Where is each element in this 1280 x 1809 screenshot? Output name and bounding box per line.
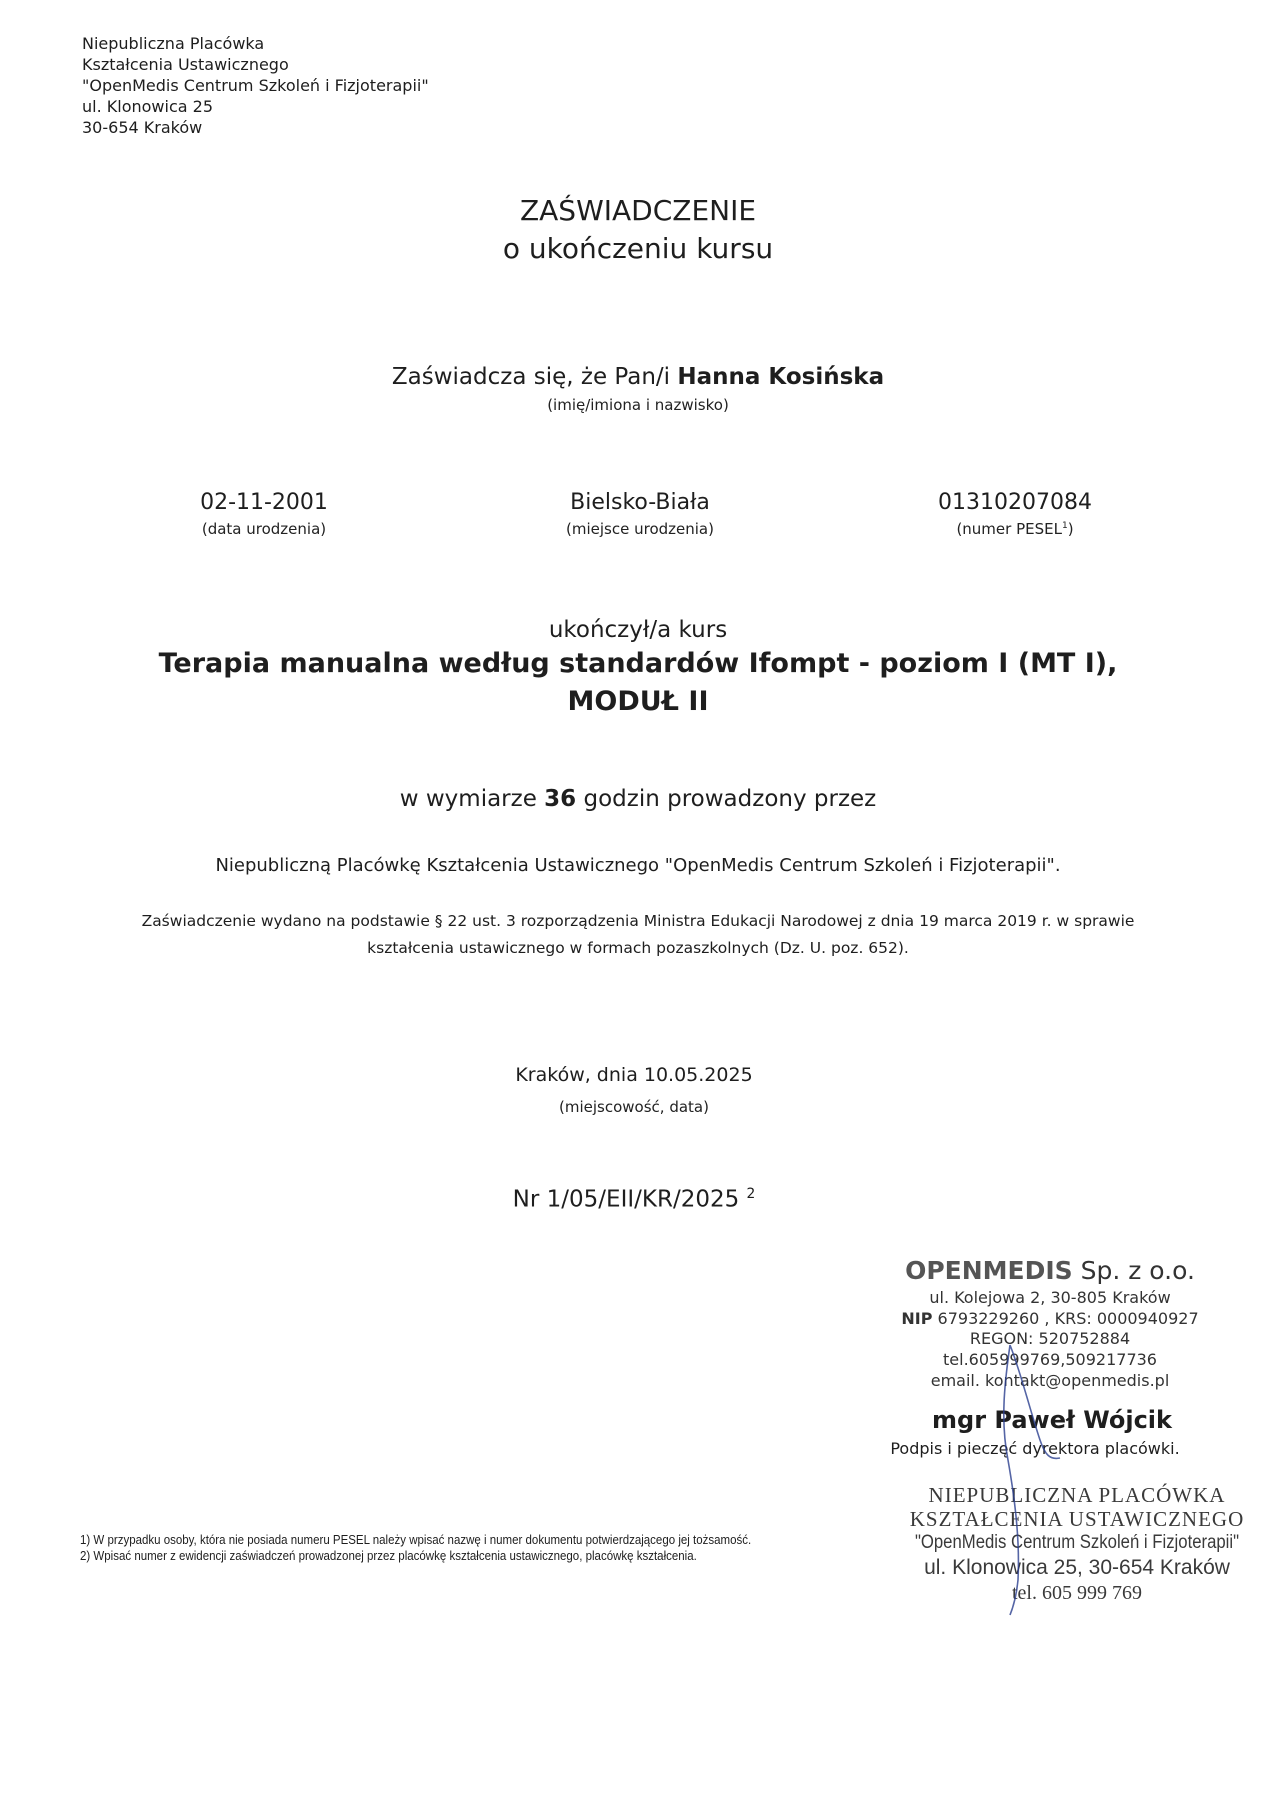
company-nip-krs	[901, 1309, 1198, 1328]
footnote-2: 2) Wpisać numer z ewidencji zaświadczeń prowadzonej przez placówkę kształcenia ustawicznego, placówkę kształcenia.	[80, 1549, 697, 1563]
handwritten-signature	[990, 1340, 1080, 1620]
person-statement	[392, 364, 884, 390]
director-name: mgr Paweł Wójcik	[932, 1406, 1172, 1434]
pesel: 01310207084	[938, 490, 1092, 515]
course-module: MODUŁ II	[567, 686, 709, 717]
company-name-bold: OPENMEDIS	[905, 1256, 1073, 1285]
course-hours	[400, 786, 877, 812]
issue-place-date-caption: (miejscowość, data)	[559, 1098, 709, 1116]
company-email: email. kontakt@openmedis.pl	[930, 1371, 1170, 1390]
course-provider: Niepubliczną Placówkę Kształcenia Ustawicznego "OpenMedis Centrum Szkoleń i Fizjoterapii".	[215, 855, 1061, 876]
course-title: Terapia manualna według standardów Ifompt - poziom I (MT I),	[158, 648, 1118, 679]
company-address: ul. Kolejowa 2, 30-805 Kraków	[929, 1288, 1171, 1307]
hours-post: godzin prowadzony przez	[576, 786, 877, 812]
issue-place-date: Kraków, dnia 10.05.2025	[515, 1064, 753, 1086]
footnote-1: 1) W przypadku osoby, która nie posiada numeru PESEL należy wpisać nazwę i numer dokumentu potwierdzającego jej tożsamość.	[80, 1533, 752, 1547]
person-name: Hanna Kosińska	[677, 364, 885, 390]
hours-pre: w wymiarze	[399, 786, 545, 812]
company-name	[905, 1256, 1195, 1285]
stamp-line: ul. Klonowica 25, 30-654 Kraków	[924, 1556, 1230, 1579]
nip-label: NIP	[901, 1309, 933, 1328]
hours-value: 36	[544, 786, 577, 812]
birth-place: Bielsko-Biała	[570, 490, 710, 515]
pesel-caption-text: (numer PESEL	[956, 520, 1062, 538]
stamp-line: KSZTAŁCENIA USTAWICZNEGO	[909, 1507, 1245, 1531]
legal-basis-line: kształcenia ustawicznego w formach pozaszkolnych (Dz. U. poz. 652).	[367, 939, 909, 957]
header-line: ul. Klonowica 25	[82, 97, 213, 116]
stamp-line: tel. 605 999 769	[1012, 1582, 1142, 1604]
company-name-rest: Sp. z o.o.	[1072, 1256, 1195, 1285]
birth-place-caption: (miejsce urodzenia)	[566, 520, 714, 538]
stamp-line: NIEPUBLICZNA PLACÓWKA	[928, 1483, 1226, 1507]
pesel-caption-end: )	[1067, 520, 1074, 538]
person-caption: (imię/imiona i nazwisko)	[547, 396, 729, 414]
company-regon: REGON: 520752884	[969, 1329, 1131, 1348]
company-phone: tel.605999769,509217736	[943, 1350, 1157, 1369]
pesel-caption	[956, 520, 1073, 538]
header-line: 30-654 Kraków	[82, 118, 203, 137]
person-intro: Zaświadcza się, że Pan/i	[391, 364, 678, 390]
stamp-line: "OpenMedis Centrum Szkoleń i Fizjoterapii"	[914, 1532, 1240, 1553]
signature-caption: Podpis i pieczęć dyrektora placówki.	[890, 1439, 1180, 1458]
birth-date: 02-11-2001	[200, 490, 328, 515]
course-intro: ukończył/a kurs	[548, 617, 728, 643]
birth-date-caption: (data urodzenia)	[201, 520, 327, 538]
header-line: Niepubliczna Placówka	[82, 34, 265, 53]
document-title: ZAŚWIADCZENIE	[519, 194, 757, 227]
document-subtitle: o ukończeniu kursu	[502, 232, 774, 265]
certificate-number	[513, 1186, 756, 1213]
footnote-ref: 1	[1061, 521, 1068, 531]
footnote-ref: 2	[746, 1186, 756, 1202]
certificate-number-value: Nr 1/05/EII/KR/2025	[512, 1186, 740, 1213]
legal-basis-line: Zaświadczenie wydano na podstawie § 22 ust. 3 rozporządzenia Ministra Edukacji Narodowej z dnia 19 marca 2019 r. w sprawie	[141, 912, 1135, 930]
header-line: Kształcenia Ustawicznego	[82, 55, 289, 74]
nip-krs-value: 6793229260 , KRS: 0000940927	[932, 1309, 1199, 1328]
header-line: "OpenMedis Centrum Szkoleń i Fizjoterapii"	[82, 76, 429, 95]
